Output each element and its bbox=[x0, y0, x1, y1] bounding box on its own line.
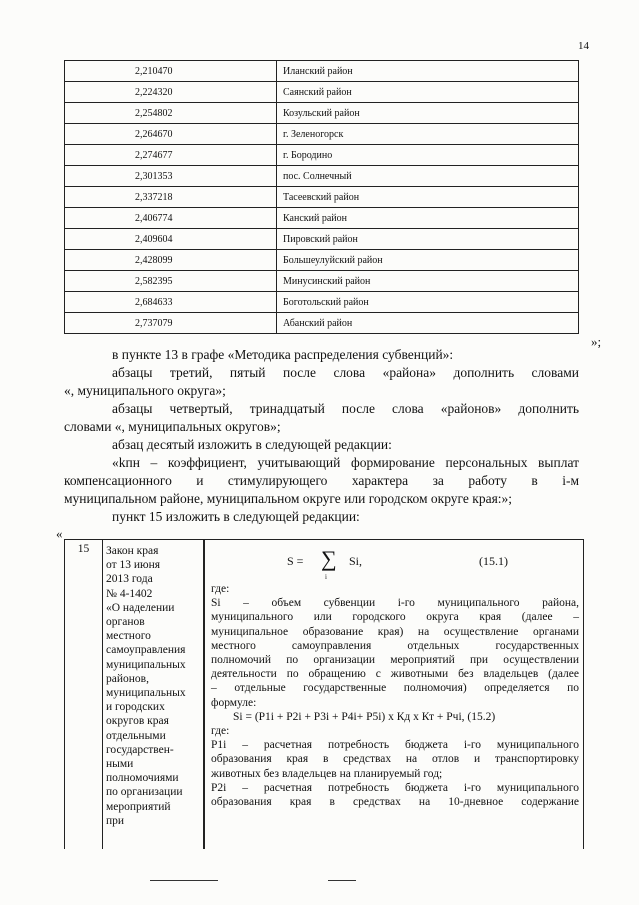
municipality-name: Большеулуйский район bbox=[277, 250, 579, 271]
law-line: муниципальных bbox=[106, 658, 186, 671]
municipality-name: г. Бородино bbox=[277, 145, 579, 166]
amendment-p2-line2: «, муниципального округа»; bbox=[64, 383, 226, 398]
amendment-p2-line1: абзацы третий, пятый после слова «района» дополнить словами bbox=[112, 365, 579, 380]
law-line: самоуправления bbox=[106, 644, 186, 657]
municipality-name: Иланский район bbox=[277, 61, 579, 82]
law-line: 2013 года bbox=[106, 573, 153, 586]
municipality-name: Тасеевский район bbox=[277, 187, 579, 208]
law-line: и городских bbox=[106, 701, 165, 714]
amendment-p1: в пункте 13 в графе «Методика распределения субвенций»: bbox=[112, 347, 454, 362]
closing-quote: »; bbox=[591, 334, 602, 349]
law-line: муниципальных bbox=[106, 687, 186, 700]
law-line: Закон края bbox=[106, 545, 159, 557]
coefficient-row bbox=[65, 271, 579, 292]
coefficient-value: 2,582395 bbox=[65, 271, 277, 292]
coefficient-row bbox=[65, 166, 579, 187]
municipality-name: Абанский район bbox=[277, 313, 579, 334]
si-definition-line: Si – объем субвенции i-го муниципального района, bbox=[211, 597, 579, 610]
municipality-name: Козульский район bbox=[277, 103, 579, 124]
formula1-lhs: S = bbox=[287, 554, 304, 568]
coefficient-value: 2,406774 bbox=[65, 208, 277, 229]
coefficient-row bbox=[65, 61, 579, 82]
item15-number: 15 bbox=[65, 540, 103, 849]
si-last-line: формуле: bbox=[211, 696, 257, 709]
coefficient-value: 2,224320 bbox=[65, 82, 277, 103]
law-line: ными bbox=[106, 758, 134, 771]
amendment-p3-line1: абзацы четвертый, тринадцатый после слова «районов» дополнить bbox=[112, 401, 579, 416]
coefficient-value: 2,301353 bbox=[65, 166, 277, 187]
law-line: полномочиями bbox=[106, 772, 179, 785]
p1i-definition-line: P1i – расчетная потребность бюджета i-го муниципального bbox=[211, 739, 579, 752]
law-line: № 4-1402 bbox=[106, 587, 153, 600]
amendment-text bbox=[64, 346, 579, 526]
coefficient-row bbox=[65, 145, 579, 166]
law-line: при bbox=[106, 814, 125, 827]
formula-15-2: Si = (P1i + P2i + P3i + P4i+ P5i) x Кд x Кт + Рчi, (15.2) bbox=[233, 710, 496, 723]
law-line: отдельными bbox=[106, 729, 166, 742]
sum-index: i bbox=[325, 573, 327, 581]
law-line: органов bbox=[106, 616, 145, 629]
open-quote: « bbox=[56, 526, 63, 541]
amendment-p5-line2: компенсационного и стимулирующего характера за работу в i-м bbox=[64, 473, 579, 488]
coefficient-row bbox=[65, 292, 579, 313]
page-number: 14 bbox=[578, 40, 589, 52]
si-definition-line: местного самоуправления отдельных государственных bbox=[211, 639, 579, 652]
coefficient-value: 2,684633 bbox=[65, 292, 277, 313]
si-definition-line: полномочий по организации мероприятий при осуществлении bbox=[211, 654, 579, 667]
coefficient-value: 2,210470 bbox=[65, 61, 277, 82]
p1i-definition-line: образования края в средствах на отлов и транспортировку bbox=[211, 753, 579, 766]
law-line: от 13 июня bbox=[106, 559, 161, 572]
municipality-name: пос. Солнечный bbox=[277, 166, 579, 187]
law-line: по организации bbox=[106, 786, 183, 799]
coefficient-value: 2,254802 bbox=[65, 103, 277, 124]
law-line: государствен- bbox=[106, 743, 174, 756]
municipality-name: г. Зеленогорск bbox=[277, 124, 579, 145]
p2i-definition-line: P2i – расчетная потребность бюджета i-го муниципального bbox=[211, 781, 579, 794]
item15-table bbox=[64, 539, 584, 849]
formula1-rhs: Si, bbox=[349, 554, 363, 568]
where-label-2: где: bbox=[211, 725, 230, 738]
law-line: округов края bbox=[106, 715, 169, 728]
coefficient-row bbox=[65, 250, 579, 271]
coefficient-row bbox=[65, 313, 579, 334]
si-definition-line: деятельности по обращению с животными без владельцев (далее bbox=[211, 668, 579, 681]
municipality-name: Канский район bbox=[277, 208, 579, 229]
coefficient-value: 2,409604 bbox=[65, 229, 277, 250]
coefficient-row bbox=[65, 187, 579, 208]
amendment-p4: абзац десятый изложить в следующей редакции: bbox=[112, 437, 392, 452]
sum-symbol: ∑ bbox=[321, 546, 337, 571]
law-line: мероприятий bbox=[106, 800, 171, 813]
coefficient-value: 2,264670 bbox=[65, 124, 277, 145]
municipality-name: Саянский район bbox=[277, 82, 579, 103]
coefficient-row bbox=[65, 124, 579, 145]
amendment-p3-line2: словами «, муниципальных округов»; bbox=[64, 419, 281, 434]
p1i-last-line: животных без владельцев на планируемый год; bbox=[211, 767, 443, 780]
si-definition-line: муниципальное образование края) на осуществление органами bbox=[211, 625, 579, 638]
law-line: районов, bbox=[106, 672, 149, 685]
coefficient-value: 2,737079 bbox=[65, 313, 277, 334]
coefficient-table bbox=[64, 60, 579, 334]
si-definition-line: муниципального или городского округа края (далее – bbox=[211, 611, 579, 624]
amendment-p6: пункт 15 изложить в следующей редакции: bbox=[112, 509, 360, 524]
footer-rule-left bbox=[150, 880, 218, 881]
item15-method bbox=[205, 540, 583, 849]
item15-law bbox=[103, 540, 205, 849]
amendment-p5-line3: муниципальном районе, муниципальном округе или городском округе края:»; bbox=[64, 491, 513, 506]
coefficient-row bbox=[65, 208, 579, 229]
coefficient-value: 2,274677 bbox=[65, 145, 277, 166]
si-definition-line: – отдельные государственные полномочия) определяется по bbox=[211, 682, 579, 695]
law-line: местного bbox=[106, 630, 151, 643]
municipality-name: Минусинский район bbox=[277, 271, 579, 292]
municipality-name: Пировский район bbox=[277, 229, 579, 250]
formula-15-1 bbox=[211, 544, 579, 582]
p2i-definition-line: образования края в средствах на 10-дневное содержание bbox=[211, 796, 579, 809]
coefficient-row bbox=[65, 229, 579, 250]
formula1-number: (15.1) bbox=[479, 554, 508, 568]
municipality-name: Боготольский район bbox=[277, 292, 579, 313]
coefficient-row bbox=[65, 103, 579, 124]
where-label-1: где: bbox=[211, 583, 230, 595]
amendment-p5-line1: «kпн – коэффициент, учитывающий формирование персональных выплат bbox=[112, 455, 579, 470]
coefficient-value: 2,428099 bbox=[65, 250, 277, 271]
coefficient-row bbox=[65, 82, 579, 103]
coefficient-value: 2,337218 bbox=[65, 187, 277, 208]
law-line: «О наделении bbox=[106, 601, 175, 614]
footer-rule-right bbox=[328, 880, 356, 881]
